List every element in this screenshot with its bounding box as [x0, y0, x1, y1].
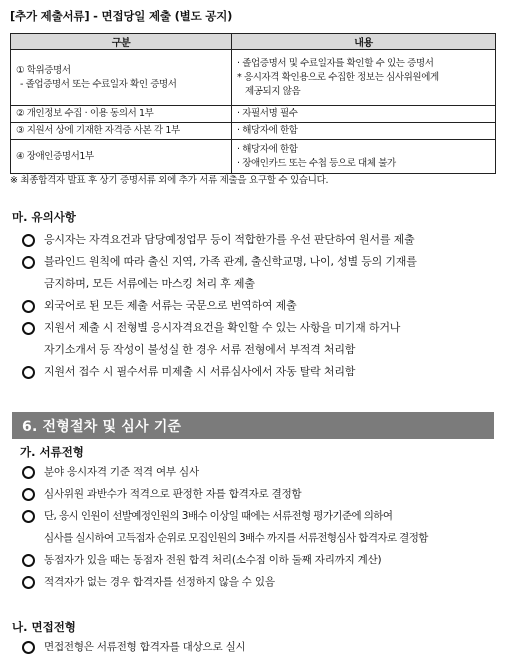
table-row — [11, 50, 496, 106]
circle-bullet-icon — [22, 366, 35, 379]
circle-bullet-icon — [22, 256, 35, 269]
interview-list — [22, 636, 492, 658]
row1-right-line2: * 응시자격 확인용으로 수집한 정보는 심사위원에게 — [237, 71, 439, 83]
circle-bullet-icon — [22, 488, 35, 501]
table-cell-category: ③ 지원서 상에 기재한 자격증 사본 각 1부 — [11, 123, 232, 140]
row4-right-line1: · 해당자에 한함 — [237, 143, 298, 155]
list-item: 응시자는 자격요건과 담당예정업무 등이 적합한가를 우선 판단하여 원서를 제출 — [22, 229, 492, 251]
section-title-notes: 마. 유의사항 — [12, 210, 76, 224]
header-category: 구분 — [11, 34, 232, 50]
circle-bullet-icon — [22, 300, 35, 313]
table-cell-category: ④ 장애인증명서1부 — [11, 140, 232, 174]
header-content: 내용 — [232, 34, 496, 50]
circle-bullet-icon — [22, 510, 35, 523]
section-title-document-screening: 가. 서류전형 — [20, 445, 84, 459]
list-item: 동점자가 있을 때는 동점자 전원 합격 처리(소수점 이하 둘째 자리까지 계산) — [22, 549, 492, 571]
table-cell-content: · 자필서명 필수 — [232, 106, 496, 123]
row1-right-line3: 제공되지 않음 — [245, 85, 301, 97]
row1-left-line2: - 졸업증명서 또는 수료일자 확인 증명서 — [20, 78, 177, 90]
row4-right-line2: · 장애인카드 또는 수첩 등으로 대체 불가 — [237, 157, 396, 169]
row1-right-line1: · 졸업증명서 및 수료일자를 확인할 수 있는 증명서 — [237, 57, 434, 69]
section-title-interview: 나. 면접전형 — [12, 620, 76, 634]
circle-bullet-icon — [22, 322, 35, 335]
table-cell-category: ② 개인정보 수집 · 이용 동의서 1부 — [11, 106, 232, 123]
table-row — [11, 123, 496, 140]
row1-left-line1: ① 학위증명서 — [16, 64, 71, 76]
banner-title: 6. 전형절차 및 심사 기준 — [22, 419, 182, 435]
table-cell-content — [232, 50, 496, 106]
documents-table — [10, 33, 496, 174]
circle-bullet-icon — [22, 466, 35, 479]
table-row — [11, 140, 496, 174]
table-row — [11, 106, 496, 123]
table-cell-category — [11, 50, 232, 106]
list-item: 지원서 접수 시 필수서류 미제출 시 서류심사에서 자동 탈락 처리함 — [22, 361, 492, 383]
notes-list — [22, 229, 492, 383]
list-item: 심사위원 과반수가 적격으로 판정한 자를 합격자로 결정함 — [22, 483, 492, 505]
circle-bullet-icon — [22, 234, 35, 247]
section-banner — [12, 412, 494, 439]
table-cell-content: · 해당자에 한함 — [232, 123, 496, 140]
list-item: 면접전형은 서류전형 합격자를 대상으로 실시 — [22, 636, 492, 658]
circle-bullet-icon — [22, 554, 35, 567]
additional-documents-heading: [추가 제출서류] - 면접당일 제출 (별도 공지) — [10, 9, 233, 23]
list-item: 단, 응시 인원이 선발예정인원의 3배수 이상일 때에는 서류전형 평가기준에 의하여 심사를 실시하여 고득점자 순위로 모집인원의 3배수 까지를 서류전형심사 합격자로 결정함 — [22, 505, 492, 549]
table-cell-content — [232, 140, 496, 174]
list-item: 적격자가 없는 경우 합격자를 선정하지 않을 수 있음 — [22, 571, 492, 593]
final-applicant-note: ※ 최종합격자 발표 후 상기 증명서류 외에 추가 서류 제출을 요구할 수 있습니다. — [10, 175, 329, 186]
screening-list — [22, 461, 492, 593]
circle-bullet-icon — [22, 576, 35, 589]
list-item: 블라인드 원칙에 따라 출신 지역, 가족 관계, 출신학교명, 나이, 성별 등의 기재를 금지하며, 모든 서류에는 마스킹 처리 후 제출 — [22, 251, 492, 295]
circle-bullet-icon — [22, 641, 35, 654]
list-item: 분야 응시자격 기준 적격 여부 심사 — [22, 461, 492, 483]
list-item: 외국어로 된 모든 제출 서류는 국문으로 번역하여 제출 — [22, 295, 492, 317]
list-item: 지원서 제출 시 전형별 응시자격요건을 확인할 수 있는 사항을 미기재 하거나 자기소개서 등 작성이 불성실 한 경우 서류 전형에서 부적격 처리함 — [22, 317, 492, 361]
table-header-row — [11, 34, 496, 50]
